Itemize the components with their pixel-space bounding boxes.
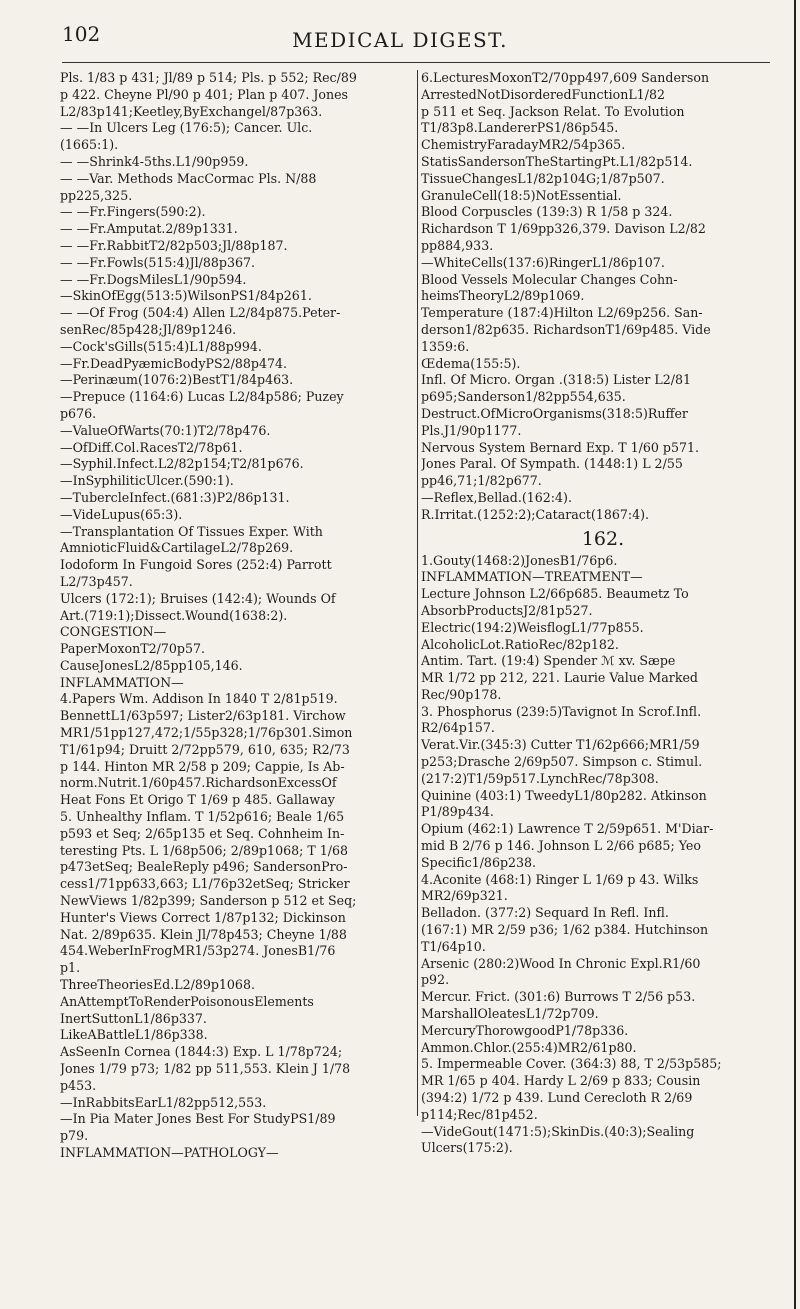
index-line: InertSuttonL1/86p337.: [60, 1010, 207, 1026]
index-line: Infl. Of Micro. Organ .(318:5) Lister L2/81: [421, 372, 692, 388]
index-line: 3. Phosphorus (239:5)Tavignot In Scrof.Infl.: [421, 703, 702, 719]
index-line: 454.WeberInFrogMR1/53p274. JonesB1/76: [60, 943, 336, 959]
index-line: mid B 2/76 p 146. Johnson L 2/66 p685; Yeo: [421, 838, 701, 854]
index-line: 4.Aconite (468:1) Ringer L 1/69 p 43. Wilks: [421, 871, 699, 887]
index-line: T1/64p10.: [421, 938, 486, 954]
left-column: [60, 70, 415, 1162]
index-line: 5. Impermeable Cover. (364:3) 88, T 2/53p585;: [421, 1056, 722, 1072]
index-line: MR2/69p321.: [421, 888, 508, 904]
index-line: T1/61p94; Druitt 2/72pp579, 610, 635; R2/73: [60, 741, 350, 757]
index-line: (394:2) 1/72 p 439. Lund Cerecloth R 2/69: [421, 1090, 693, 1106]
index-line: p473etSeq; BealeReply p496; SandersonPro-: [60, 859, 348, 875]
index-line: AsSeenIn Cornea (1844:3) Exp. L 1/78p724;: [60, 1044, 343, 1060]
index-line: MR1/51pp127,472;1/55p328;1/76p301.Simon: [60, 725, 353, 741]
index-line: PaperMoxonT2/70p57.: [60, 641, 205, 657]
index-line: p593 et Seq; 2/65p135 et Seq. Cohnheim In-: [60, 825, 345, 841]
index-line: Destruct.OfMicroOrganisms(318:5)Ruffer: [421, 405, 688, 421]
index-line: —Perinæum(1076:2)BestT1/84p463.: [60, 372, 294, 388]
right-column: [421, 70, 785, 1157]
index-line: —Cock'sGills(515:4)L1/88p994.: [60, 338, 262, 354]
index-line: p453.: [60, 1077, 97, 1093]
index-line: —ValueOfWarts(70:1)T2/78p476.: [60, 422, 271, 438]
index-line: — —Fr.DogsMilesL1/90p594.: [60, 271, 247, 287]
index-line: Art.(719:1);Dissect.Wound(1638:2).: [60, 607, 288, 623]
index-line: pp46,71;1/82p677.: [421, 473, 542, 489]
column-divider: [417, 70, 418, 1116]
index-line: p92.: [421, 972, 450, 988]
page-number: 102: [62, 22, 101, 46]
index-line: —In Pia Mater Jones Best For StudyPS1/89: [60, 1111, 336, 1127]
index-line: Heat Fons Et Origo T 1/69 p 485. Gallaway: [60, 792, 335, 808]
index-line: p114;Rec/81p452.: [421, 1106, 538, 1122]
index-line: Specific1/86p238.: [421, 854, 537, 870]
index-line: INFLAMMATION—: [60, 674, 184, 690]
index-line: —VideGout(1471:5);SkinDis.(40:3);Sealing: [421, 1123, 695, 1139]
index-line: Richardson T 1/69pp326,379. Davison L2/82: [421, 221, 706, 237]
index-line: (217:2)T1/59p517.LynchRec/78p308.: [421, 770, 659, 786]
index-line: p 144. Hinton MR 2/58 p 209; Cappie, Is Ab-: [60, 758, 345, 774]
index-line: LikeABattleL1/86p338.: [60, 1027, 208, 1043]
index-line: 4.Papers Wm. Addison In 1840 T 2/81p519.: [60, 691, 338, 707]
index-line: Quinine (403:1) TweedyL1/80p282. Atkinson: [421, 787, 707, 803]
index-line: L2/83p141;Keetley,ByExchangel/87p363.: [60, 103, 323, 119]
index-line: 1.Gouty(1468:2)JonesB1/76p6.: [421, 552, 618, 568]
index-line: —Reflex,Bellad.(162:4).: [421, 489, 572, 505]
index-line: AnAttemptToRenderPoisonousElements: [60, 993, 314, 1009]
index-line: R.Irritat.(1252:2);Cataract(1867:4).: [421, 506, 650, 522]
index-line: Ammon.Chlor.(255:4)MR2/61p80.: [421, 1039, 637, 1055]
index-line: NewViews 1/82p399; Sanderson p 512 et Seq;: [60, 893, 357, 909]
index-line: senRec/85p428;Jl/89p1246.: [60, 321, 237, 337]
index-line: Temperature (187:4)Hilton L2/69p256. San-: [421, 305, 703, 321]
page-header: [0, 22, 800, 62]
index-line: —Prepuce (1164:6) Lucas L2/84p586; Puzey: [60, 389, 344, 405]
index-line: Arsenic (280:2)Wood In Chronic Expl.R1/60: [421, 955, 701, 971]
scan-edge: [794, 0, 796, 1309]
header-rule: [62, 62, 770, 63]
index-line: 5. Unhealthy Inflam. T 1/52p616; Beale 1/65: [60, 809, 345, 825]
index-line: —TubercleInfect.(681:3)P2/86p131.: [60, 489, 290, 505]
index-line: AbsorbProductsJ2/81p527.: [421, 602, 593, 618]
index-line: p253;Drasche 2/69p507. Simpson c. Stimul.: [421, 754, 703, 770]
right-column-top: [421, 70, 785, 524]
index-line: —WhiteCells(137:6)RingerL1/86p107.: [421, 254, 665, 270]
index-line: Belladon. (377:2) Sequard In Refl. Infl.: [421, 905, 669, 921]
index-line: —Transplantation Of Tissues Exper. With: [60, 523, 323, 539]
index-line: pp884,933.: [421, 237, 494, 253]
index-line: Blood Corpuscles (139:3) R 1/58 p 324.: [421, 204, 673, 220]
index-line: — —Var. Methods MacCormac Pls. N/88: [60, 170, 317, 186]
index-line: Hunter's Views Correct 1/87p132; Dickinson: [60, 909, 346, 925]
index-line: teresting Pts. L 1/68p506; 2/89p1068; T 1/68: [60, 842, 349, 858]
page-title: MEDICAL DIGEST.: [292, 28, 508, 52]
index-line: — —Fr.Fowls(515:4)Jl/88p367.: [60, 254, 256, 270]
index-line: MR 1/72 pp 212, 221. Laurie Value Marked: [421, 670, 698, 686]
index-line: p1.: [60, 960, 81, 976]
index-line: INFLAMMATION—PATHOLOGY—: [60, 1145, 279, 1160]
index-line: —InRabbitsEarL1/82pp512,553.: [60, 1094, 267, 1110]
index-line: pp225,325.: [60, 187, 133, 203]
index-line: Œdema(155:5).: [421, 355, 521, 371]
index-line: CauseJonesL2/85pp105,146.: [60, 657, 243, 673]
index-line: MarshallOleatesL1/72p709.: [421, 1006, 599, 1022]
index-line: (167:1) MR 2/59 p36; 1/62 p384. Hutchinson: [421, 922, 709, 938]
index-line: AmnioticFluid&CartilageL2/78p269.: [60, 540, 294, 556]
index-line: AlcoholicLot.RatioRec/82p182.: [421, 636, 619, 652]
index-line: 1359:6.: [421, 338, 470, 354]
index-line: —Syphil.Infect.L2/82p154;T2/81p676.: [60, 456, 304, 472]
index-line: L2/73p457.: [60, 573, 133, 589]
index-line: derson1/82p635. RichardsonT1/69p485. Vide: [421, 321, 711, 337]
index-line: —VideLupus(65:3).: [60, 506, 183, 522]
index-line: p695;Sanderson1/82pp554,635.: [421, 389, 626, 405]
index-line: Nat. 2/89p635. Klein Jl/78p453; Cheyne 1/88: [60, 926, 347, 942]
index-line: Lecture Johnson L2/66p685. Beaumetz To: [421, 586, 689, 602]
index-line: Iodoform In Fungoid Sores (252:4) Parrott: [60, 557, 332, 573]
index-line: norm.Nutrit.1/60p457.RichardsonExcessOf: [60, 775, 337, 791]
index-line: R2/64p157.: [421, 720, 495, 736]
index-line: T1/83p8.LandererPS1/86p545.: [421, 120, 619, 136]
index-line: Opium (462:1) Lawrence T 2/59p651. M'Diar-: [421, 821, 714, 837]
index-line: cess1/71pp633,663; L1/76p32etSeq; Stricker: [60, 876, 350, 892]
index-line: —OfDiff.Col.RacesT2/78p61.: [60, 439, 243, 455]
index-line: Jones Paral. Of Sympath. (1448:1) L 2/55: [421, 456, 683, 472]
index-line: p 511 et Seq. Jackson Relat. To Evolution: [421, 103, 685, 119]
index-line: — —Shrink4-5ths.L1/90p959.: [60, 153, 249, 169]
index-line: (1665:1).: [60, 137, 119, 153]
index-line: Pls.J1/90p1177.: [421, 422, 522, 438]
index-line: Jones 1/79 p73; 1/82 pp 511,553. Klein J 1/78: [60, 1061, 351, 1077]
index-line: p676.: [60, 405, 97, 421]
index-line: Antim. Tart. (19:4) Spender ℳ xv. Sæpe: [421, 653, 676, 669]
index-line: Pls. 1/83 p 431; Jl/89 p 514; Pls. p 552; Rec/89: [60, 70, 357, 85]
index-line: — —Fr.Amputat.2/89p1331.: [60, 221, 238, 237]
index-line: ArrestedNotDisorderedFunctionL1/82: [421, 86, 665, 102]
index-line: MercuryThorowgoodP1/78p336.: [421, 1022, 629, 1038]
right-column-bottom: [421, 553, 785, 1158]
index-line: Blood Vessels Molecular Changes Cohn-: [421, 271, 678, 287]
index-line: —SkinOfEgg(513:5)WilsonPS1/84p261.: [60, 288, 312, 304]
index-line: —Fr.DeadPyæmicBodyPS2/88p474.: [60, 355, 288, 371]
index-line: CONGESTION—: [60, 624, 167, 640]
index-line: heimsTheoryL2/89p1069.: [421, 288, 585, 304]
index-line: Verat.Vir.(345:3) Cutter T1/62p666;MR1/59: [421, 737, 700, 753]
index-line: — —Fr.Fingers(590:2).: [60, 204, 206, 220]
index-line: MR 1/65 p 404. Hardy L 2/69 p 833; Cousin: [421, 1073, 701, 1089]
index-line: BennettL1/63p597; Lister2/63p181. Virchow: [60, 708, 346, 724]
index-line: Rec/90p178.: [421, 686, 502, 702]
section-number: 162.: [581, 527, 625, 550]
index-line: 6.LecturesMoxonT2/70pp497,609 Sanderson: [421, 70, 710, 85]
index-line: ThreeTheoriesEd.L2/89p1068.: [60, 977, 255, 993]
index-line: Electric(194:2)WeisflogL1/77p855.: [421, 619, 644, 635]
index-line: Nervous System Bernard Exp. T 1/60 p571.: [421, 439, 700, 455]
index-line: StatisSandersonTheStartingPt.L1/82p514.: [421, 153, 693, 169]
index-line: — —Fr.RabbitT2/82p503;Jl/88p187.: [60, 237, 288, 253]
index-line: — —Of Frog (504:4) Allen L2/84p875.Peter-: [60, 305, 341, 321]
index-line: — —In Ulcers Leg (176:5); Cancer. Ulc.: [60, 120, 313, 136]
index-line: Mercur. Frict. (301:6) Burrows T 2/56 p53.: [421, 989, 696, 1005]
index-line: Ulcers (172:1); Bruises (142:4); Wounds Of: [60, 590, 336, 606]
index-line: p79.: [60, 1128, 89, 1144]
index-line: p 422. Cheyne Pl/90 p 401; Plan p 407. Jones: [60, 86, 349, 102]
index-line: ChemistryFaradayMR2/54p365.: [421, 137, 626, 153]
index-line: —InSyphiliticUlcer.(590:1).: [60, 473, 234, 489]
index-line: INFLAMMATION—TREATMENT—: [421, 569, 643, 585]
index-line: Ulcers(175:2).: [421, 1140, 513, 1156]
index-line: GranuleCell(18:5)NotEssential.: [421, 187, 622, 203]
index-line: TissueChangesL1/82p104G;1/87p507.: [421, 170, 665, 186]
index-line: P1/89p434.: [421, 804, 494, 820]
